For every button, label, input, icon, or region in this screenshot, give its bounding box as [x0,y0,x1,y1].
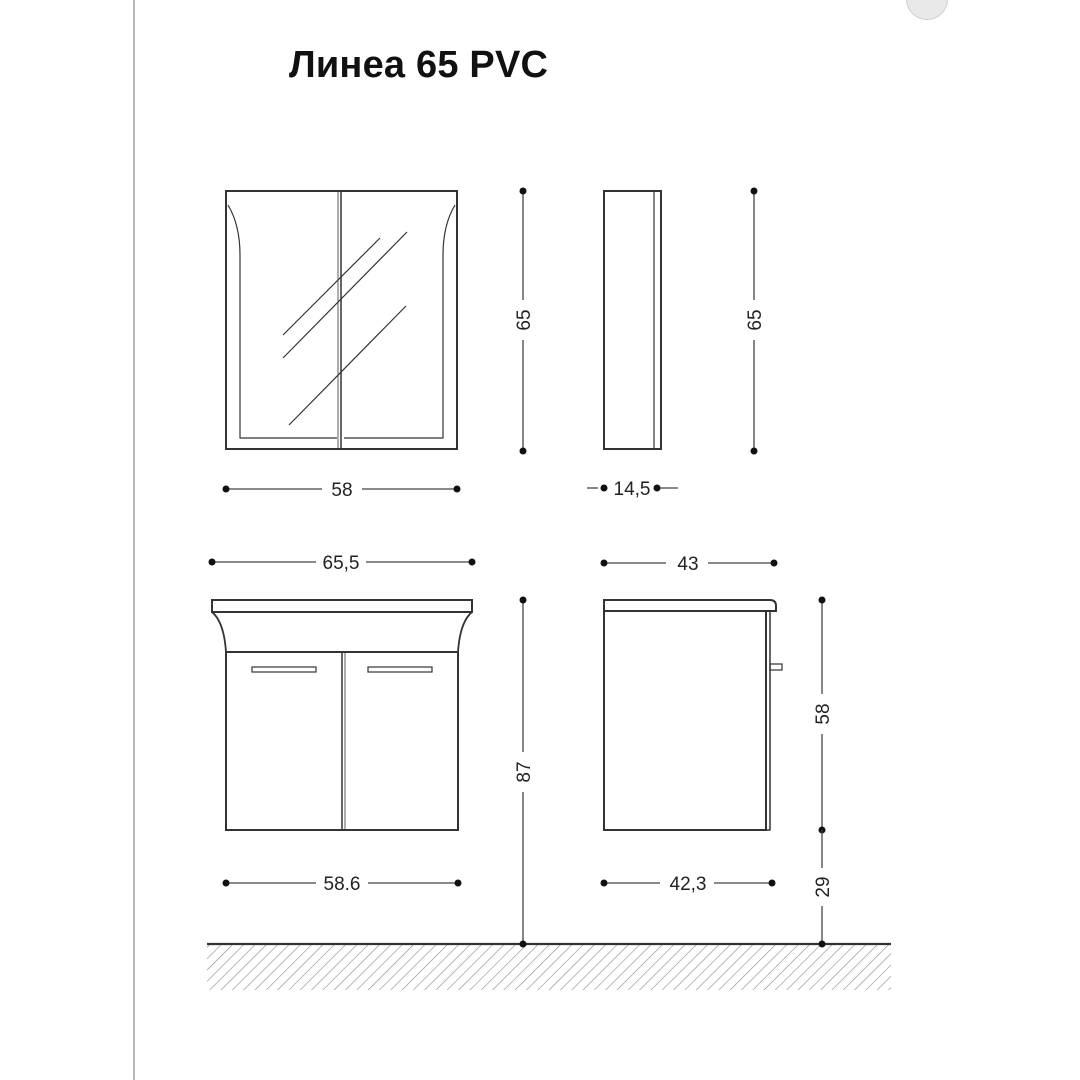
mirror-cabinet-side-body [604,191,661,449]
vanity-side-body [604,611,766,830]
floor [207,944,891,990]
label-vanity-cabinet-height: 58 [813,703,834,725]
label-vanity-body-width: 58.6 [323,874,361,895]
label-mirror-side-height: 65 [745,309,766,331]
label-vanity-top-depth: 43 [677,554,699,575]
mirror-cabinet-side-view [604,191,661,449]
mirror-left-curve [228,205,337,438]
right-door-handle [368,667,432,672]
label-vanity-total-height: 87 [514,761,535,783]
label-mirror-height: 65 [514,309,535,331]
label-vanity-body-depth: 42,3 [669,874,707,895]
vanity-basin-skirt [212,612,472,652]
mirror-reflection-lines [283,232,407,425]
vanity-front-view [212,600,472,830]
floor-hatching [207,944,891,990]
vanity-side-top [604,600,776,611]
label-floor-clearance: 29 [813,876,834,898]
mirror-cabinet-front-view [226,191,457,449]
left-door-handle [252,667,316,672]
vanity-side-handle [770,664,782,670]
vanity-side-view [604,600,782,830]
label-mirror-depth: 14,5 [613,479,651,500]
label-mirror-width: 58 [331,480,353,501]
page-title: Линеа 65 PVC [289,44,549,86]
label-vanity-top-width: 65,5 [322,553,360,574]
vanity-countertop [212,600,472,612]
